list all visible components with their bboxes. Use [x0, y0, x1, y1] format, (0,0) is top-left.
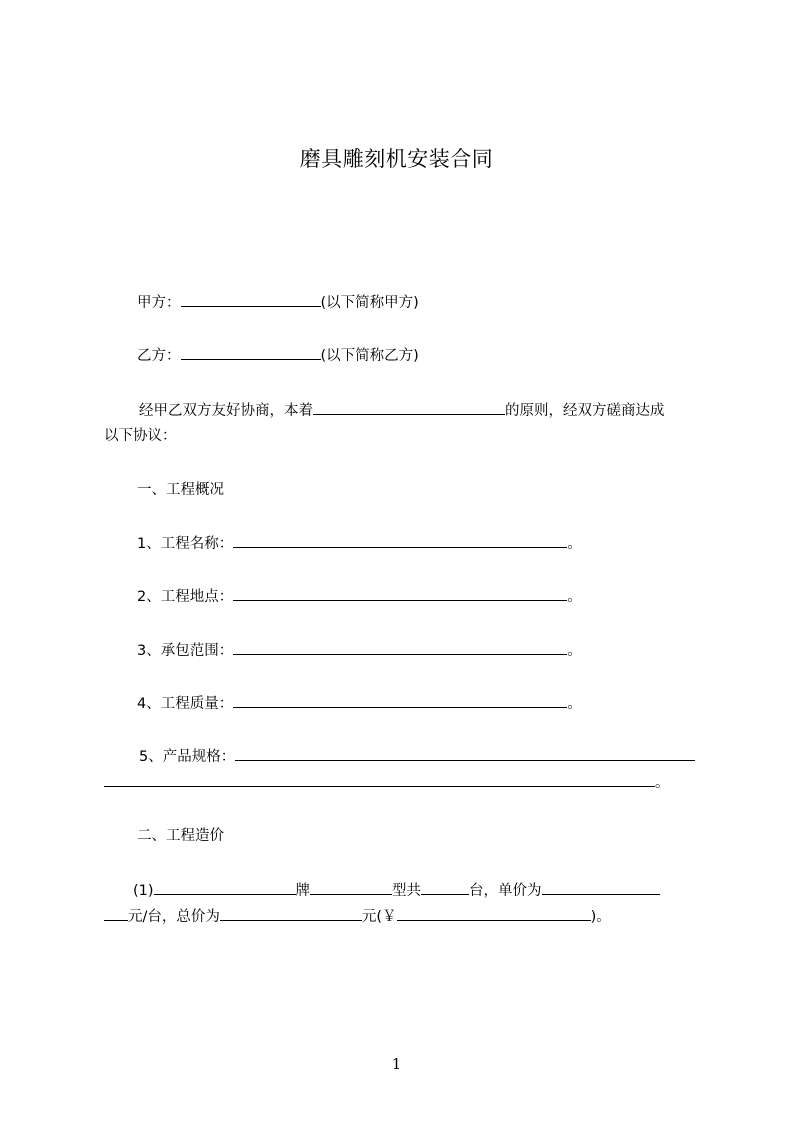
contract-scope-blank [233, 640, 567, 655]
project-quality-line [137, 693, 582, 714]
product-spec-label: 5、产品规格： [139, 749, 236, 765]
principle-blank [313, 400, 505, 415]
quantity-blank [421, 880, 469, 895]
party-a-blank [181, 292, 321, 307]
project-name-blank [233, 533, 567, 548]
contract-scope-line [137, 640, 582, 661]
page-number: 1 [391, 1055, 402, 1073]
project-name-end: 。 [567, 536, 582, 552]
brand-blank [154, 880, 296, 895]
party-a-line [137, 292, 419, 313]
project-location-blank [233, 586, 567, 601]
project-location-line [137, 586, 582, 607]
yuan-open-label: 元(￥ [361, 909, 397, 925]
brand-label: 牌 [295, 883, 311, 899]
price-line-2 [104, 906, 611, 927]
product-spec-line-1 [139, 746, 695, 767]
unit-price-blank-cont [104, 906, 128, 921]
model-total-label: 型共 [392, 883, 422, 899]
party-b-suffix: (以下简称乙方) [320, 348, 419, 364]
intro-line-2: 以下协议： [104, 428, 177, 444]
product-spec-line-2 [104, 772, 670, 793]
intro-line-1 [139, 400, 665, 421]
total-price-blank [220, 906, 362, 921]
project-name-label: 1、工程名称： [137, 536, 234, 552]
party-a-suffix: (以下简称甲方) [320, 295, 419, 311]
contract-scope-label: 3、承包范围： [137, 643, 234, 659]
party-b-blank [181, 345, 321, 360]
project-name-line [137, 533, 582, 554]
model-blank [310, 880, 392, 895]
party-a-label: 甲方： [137, 295, 181, 311]
project-location-label: 2、工程地点： [137, 589, 234, 605]
total-price-figure-blank [397, 906, 591, 921]
project-location-end: 。 [567, 589, 582, 605]
contract-scope-end: 。 [567, 643, 582, 659]
project-quality-end: 。 [567, 696, 582, 712]
intro-after: 的原则，经双方磋商达成 [505, 403, 665, 419]
unit-price-label: 台，单价为 [469, 883, 542, 899]
product-spec-blank-1 [235, 746, 695, 761]
section2-heading: 二、工程造价 [137, 828, 224, 844]
price-line-1 [133, 880, 660, 901]
price-close: )。 [590, 909, 611, 925]
party-b-label: 乙方： [137, 348, 181, 364]
project-quality-blank [233, 693, 567, 708]
product-spec-blank-2 [104, 772, 655, 787]
intro-before: 经甲乙双方友好协商，本着 [139, 403, 313, 419]
project-quality-label: 4、工程质量： [137, 696, 234, 712]
section1-heading: 一、工程概况 [137, 482, 224, 498]
party-b-line [137, 345, 419, 366]
unit-price-blank [542, 880, 660, 895]
per-unit-label: 元/台，总价为 [128, 909, 220, 925]
price-prefix: (1) [133, 883, 154, 899]
document-title: 磨具雕刻机安装合同 [299, 147, 494, 171]
product-spec-end: 。 [655, 775, 670, 791]
